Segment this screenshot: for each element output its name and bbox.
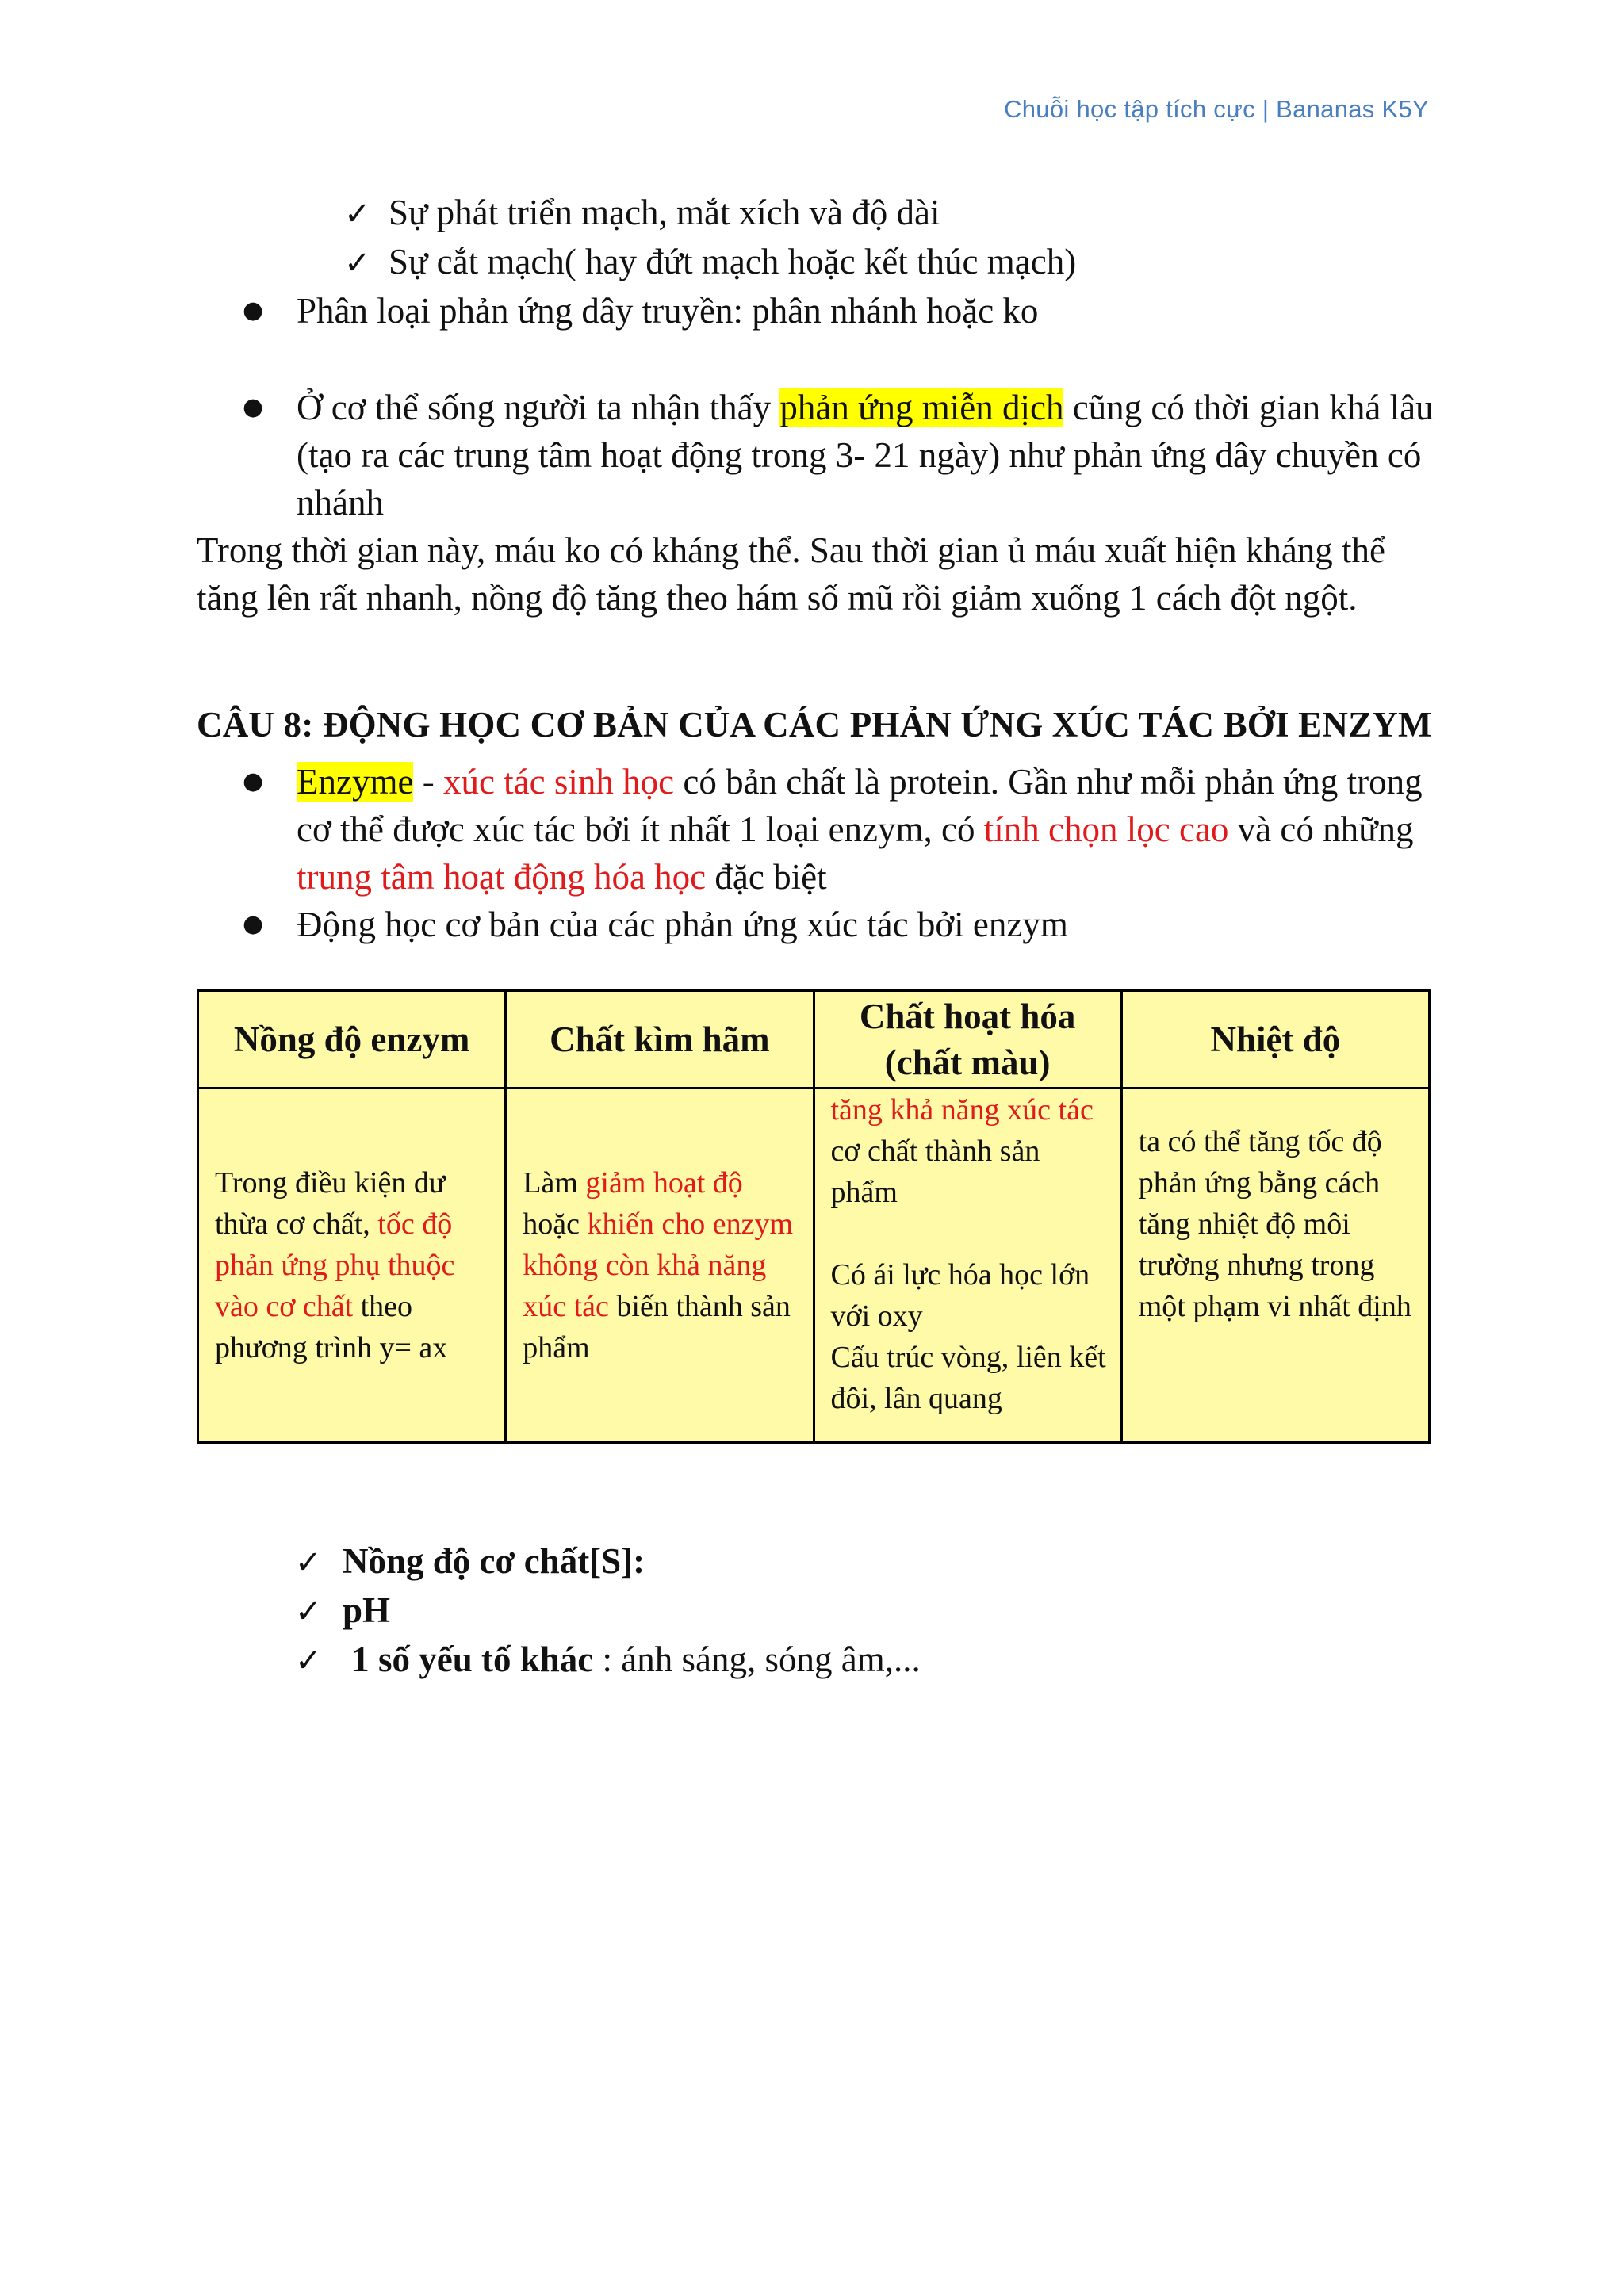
table-cell: Làm giảm hoạt độ hoặc khiến cho enzym không còn khả năng xúc tác biến thành sản phẩm <box>506 1089 814 1443</box>
check-icon: ✓ <box>295 1643 322 1679</box>
check-icon: ✓ <box>295 1544 322 1581</box>
bullet-item: ● Enzyme - xúc tác sinh học có bản chất là protein. Gần như mỗi phản ứng trong cơ thể được xúc tác bởi ít nhất 1 loại enzym, có tính chọn lọc cao và có những trung tâm hoạt động hóa học đặc biệt <box>197 758 1434 901</box>
bullet-item: ● Ở cơ thể sống người ta nhận thấy phản ứng miễn dịch cũng có thời gian khá lâu (tạo ra các trung tâm hoạt động trong 3- 21 ngày) như phản ứng dây chuyền có nhánh <box>197 384 1434 526</box>
bullet-icon: ● <box>243 910 264 938</box>
table-header-row <box>198 991 1430 1089</box>
bullet-item: ● Động học cơ bản của các phản ứng xúc tác bởi enzym <box>197 901 1434 948</box>
check-icon: ✓ <box>344 196 371 232</box>
check-item: ✓ Nồng độ cơ chất[S]: <box>295 1537 1434 1586</box>
table-header-cell: Nhiệt độ <box>1121 991 1429 1089</box>
check-item-text: Sự phát triển mạch, mắt xích và độ dài <box>389 193 940 232</box>
check-item: ✓ pH <box>295 1586 1434 1636</box>
section-heading: CÂU 8: ĐỘNG HỌC CƠ BẢN CỦA CÁC PHẢN ỨNG XÚC TÁC BỞI ENZYM <box>197 705 1432 744</box>
check-item-text: Sự cắt mạch( hay đứt mạch hoặc kết thúc mạch) <box>389 242 1077 281</box>
table-row <box>198 1089 1430 1443</box>
table-header-cell: Chất hoạt hóa (chất màu) <box>814 991 1121 1089</box>
page-header: Chuỗi học tập tích cực | Bananas K5Y <box>1004 95 1429 123</box>
table-cell: ta có thể tăng tốc độ phản ứng bằng cách tăng nhiệt độ môi trường nhưng trong một phạm vi nhất định <box>1121 1089 1429 1443</box>
table-cell: tăng khả năng xúc tác cơ chất thành sản phẩm Có ái lực hóa học lớn với oxy Cấu trúc vòng, liên kết đôi, lân quang <box>814 1089 1121 1443</box>
check-item <box>344 189 1434 238</box>
highlighted-text: phản ứng miễn dịch <box>779 388 1064 427</box>
document-body <box>197 189 1434 1685</box>
check-icon: ✓ <box>344 245 371 281</box>
table-cell: Trong điều kiện dư thừa cơ chất, tốc độ phản ứng phụ thuộc vào cơ chất theo phương trình y= ax <box>198 1089 506 1443</box>
highlighted-text: Enzyme <box>297 762 414 802</box>
bullet-icon: ● <box>243 297 264 324</box>
factor-list <box>295 1537 1434 1685</box>
bullet-item <box>197 287 1434 335</box>
check-item: ✓ 1 số yếu tố khác : ánh sáng, sóng âm,... <box>295 1636 1434 1685</box>
enzyme-kinetics-table <box>197 989 1431 1444</box>
table-header-cell: Chất kìm hãm <box>506 991 814 1089</box>
bullet-text: Phân loại phản ứng dây truyền: phân nhánh hoặc ko <box>297 291 1039 331</box>
bullet-icon: ● <box>243 393 264 421</box>
table-header-cell: Nồng độ enzym <box>198 991 506 1089</box>
check-icon: ✓ <box>295 1594 322 1630</box>
check-item <box>344 238 1434 287</box>
paragraph: Trong thời gian này, máu ko có kháng thể. Sau thời gian ủ máu xuất hiện kháng thể tăng lên rất nhanh, nồng độ tăng theo hám số mũ rồi giảm xuống 1 cách đột ngột. <box>197 530 1386 618</box>
bullet-icon: ● <box>243 767 264 795</box>
